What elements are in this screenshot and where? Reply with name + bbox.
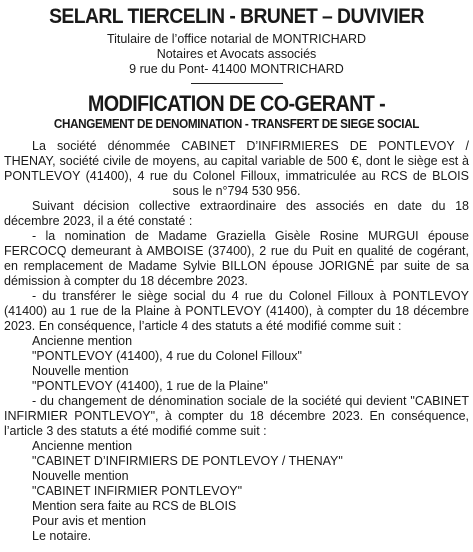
- mention-line: "PONTLEVOY (41400), 1 rue de la Plaine": [32, 379, 268, 393]
- company-paragraph: La société dénommée CABINET D’INFIRMIERES DE PONTLEVOY / THENAY, société civile de moyens, au capital variable de 500 €, dont le siège est à PONTLEVOY (41400), 4 rue du Colonel Filloux, immatriculée au RCS de BLOIS sous le n°794 530 956.: [4, 139, 469, 198]
- name-change-paragraph: - du changement de dénomination sociale de la société qui devient "CABINET INFIRMIER PONTLEVOY", à compter du 18 décembre 2023. En conséquence, l’article 3 des statuts a été modifié comme suit :: [4, 394, 469, 438]
- mention-line: Nouvelle mention: [32, 469, 129, 483]
- office-line: 9 rue du Pont- 41400 MONTRICHARD: [129, 62, 344, 76]
- mention-line: Nouvelle mention: [32, 364, 129, 378]
- office-line: Titulaire de l’office notarial de MONTRICHARD: [106, 32, 367, 46]
- transfer-paragraph: - du transférer le siège social du 4 rue du Colonel Filloux à PONTLEVOY (41400) au 1 rue de la Plaine à PONTLEVOY (41400), à compter du 18 décembre 2023. En conséquence, l’article 4 des statuts a été modifié comme suit :: [4, 289, 469, 333]
- mention-line: "CABINET D’INFIRMIERS DE PONTLEVOY / THENAY": [32, 454, 343, 468]
- rcs-mention-line: Mention sera faite au RCS de BLOIS: [32, 499, 237, 513]
- signature-line: Le notaire.: [32, 529, 92, 543]
- firm-title: SELARL TIERCELIN - BRUNET – DUVIVIER: [49, 5, 424, 28]
- closing-line: Pour avis et mention: [32, 514, 146, 528]
- notice-body: [4, 139, 469, 544]
- office-address-block: [4, 32, 469, 77]
- notice-subheadline: CHANGEMENT DE DENOMINATION - TRANSFERT DE SIEGE SOCIAL: [53, 116, 420, 131]
- separator-rule: [191, 83, 283, 84]
- mention-line: "CABINET INFIRMIER PONTLEVOY": [32, 484, 243, 498]
- appointment-paragraph: - la nomination de Madame Graziella Gisèle Rosine MURGUI épouse FERCOCQ demeurant à AMBOISE (37400), 2 rue du Puit en qualité de cogérant, en remplacement de Madame Sylvie BILLON épouse JORIGNÉ par suite de sa démission à compter du 18 décembre 2023.: [4, 229, 469, 288]
- legal-notice: [0, 4, 473, 552]
- office-line: Notaires et Avocats associés: [156, 47, 317, 61]
- notice-headline: MODIFICATION DE CO-GERANT -: [87, 91, 386, 116]
- mention-line: "PONTLEVOY (41400), 4 rue du Colonel Filloux": [32, 349, 302, 363]
- mention-line: Ancienne mention: [32, 334, 133, 348]
- decision-paragraph: Suivant décision collective extraordinaire des associés en date du 18 décembre 2023, il a été constaté :: [4, 199, 469, 228]
- mention-line: Ancienne mention: [32, 439, 133, 453]
